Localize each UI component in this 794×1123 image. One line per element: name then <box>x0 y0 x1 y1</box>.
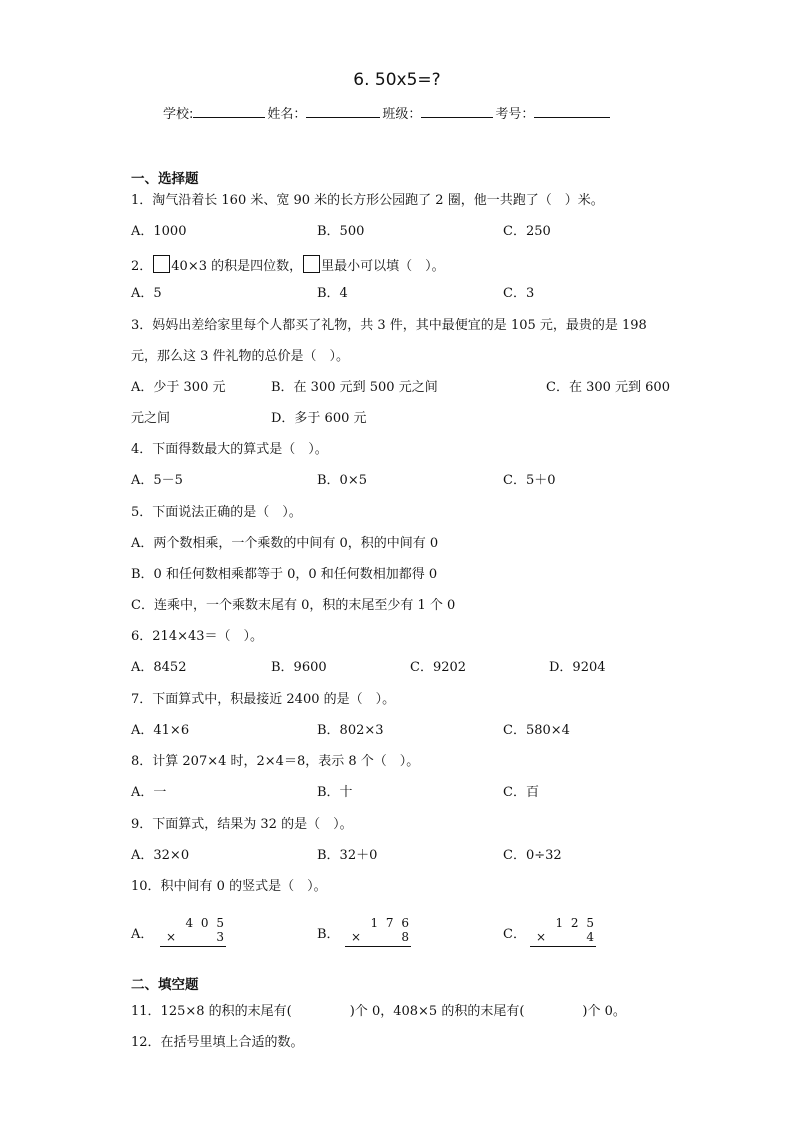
question-stem: 7．下面算式中，积最接近 2400 的是（ ）。 <box>131 692 396 707</box>
question-stem <box>131 1004 626 1020</box>
multiplicand: 1 7 6 <box>370 916 411 930</box>
question-stem: 9．下面算式，结果为 32 的是（ ）。 <box>131 817 353 832</box>
question-text: )个 0，408×5 的积的末尾有( <box>349 1004 525 1019</box>
option-a[interactable]: A．少于 300 元 <box>131 380 226 395</box>
name-blank[interactable] <box>306 105 380 118</box>
page-title: 6. 50x5=? <box>353 70 441 90</box>
school-label: 学校: <box>163 107 194 122</box>
question-stem: 4．下面得数最大的算式是（ ）。 <box>131 442 328 457</box>
option-d[interactable]: D．多于 600 元 <box>271 411 367 426</box>
option-b[interactable]: B．十 <box>317 785 353 800</box>
option-b[interactable]: B．9600 <box>271 660 327 675</box>
answer-box[interactable] <box>153 255 170 273</box>
vertical-multiplication-b[interactable] <box>345 916 411 948</box>
vertical-multiplication-c[interactable] <box>530 916 596 948</box>
option-a[interactable]: A．一 <box>131 785 167 800</box>
option-a[interactable]: A．41×6 <box>131 723 190 738</box>
option-c-continued: 元之间 <box>131 411 171 426</box>
underline-rule <box>160 946 226 947</box>
question-stem: 10．积中间有 0 的竖式是（ ）。 <box>131 879 327 894</box>
multiplier: 3 <box>216 930 226 944</box>
exam-no-label: 考号： <box>495 107 535 122</box>
option-b[interactable]: B．32＋0 <box>317 848 378 863</box>
option-b[interactable]: B．0×5 <box>317 473 367 488</box>
option-a-label[interactable]: A． <box>131 927 154 942</box>
multiplicand: 4 0 5 <box>185 916 226 930</box>
option-a[interactable]: A．5 <box>131 286 162 301</box>
question-text: 40×3 的积是四位数， <box>171 259 303 274</box>
answer-box[interactable] <box>303 255 320 273</box>
option-c[interactable]: C．250 <box>503 224 551 239</box>
option-c[interactable]: C．9202 <box>410 660 467 675</box>
option-c[interactable]: C．百 <box>503 785 539 800</box>
times-sign: × <box>166 930 177 944</box>
option-a[interactable]: A．两个数相乘，一个乘数的中间有 0，积的中间有 0 <box>131 536 439 551</box>
question-stem <box>131 255 445 275</box>
student-info-line <box>163 103 612 122</box>
underline-rule <box>530 946 596 947</box>
question-text: 11．125×8 的积的末尾有( <box>131 1004 292 1019</box>
option-b[interactable]: B．0 和任何数相乘都等于 0，0 和任何数相加都得 0 <box>131 567 438 582</box>
option-c[interactable]: C．580×4 <box>503 723 570 738</box>
underline-rule <box>345 946 411 947</box>
option-c[interactable]: C．在 300 元到 600 <box>546 380 670 395</box>
question-number: 2． <box>131 259 153 274</box>
times-sign: × <box>536 930 547 944</box>
question-stem: 8．计算 207×4 时，2×4＝8，表示 8 个（ ）。 <box>131 754 420 769</box>
option-b[interactable]: B．802×3 <box>317 723 384 738</box>
option-a[interactable]: A．32×0 <box>131 848 190 863</box>
option-d[interactable]: D．9204 <box>549 660 606 675</box>
question-stem: 3．妈妈出差给家里每个人都买了礼物，共 3 件，其中最便宜的是 105 元，最贵的是 198 <box>131 318 647 333</box>
section-title-fill-in: 二、填空题 <box>131 977 199 993</box>
option-c[interactable]: C．3 <box>503 286 535 301</box>
vertical-multiplication-a[interactable] <box>160 916 226 948</box>
option-a[interactable]: A．8452 <box>131 660 187 675</box>
multiplicand: 1 2 5 <box>555 916 596 930</box>
option-a[interactable]: A．5－5 <box>131 473 183 488</box>
option-b[interactable]: B．500 <box>317 224 365 239</box>
section-title-choice: 一、选择题 <box>131 171 199 187</box>
option-b[interactable]: B．4 <box>317 286 348 301</box>
class-label: 班级： <box>382 107 422 122</box>
exam-no-blank[interactable] <box>534 105 610 118</box>
times-sign: × <box>351 930 362 944</box>
option-c[interactable]: C．连乘中，一个乘数末尾有 0，积的末尾至少有 1 个 0 <box>131 598 456 613</box>
school-blank[interactable] <box>193 105 265 118</box>
name-label: 姓名： <box>267 107 307 122</box>
option-c[interactable]: C．5＋0 <box>503 473 556 488</box>
multiplier: 4 <box>586 930 596 944</box>
option-b-label[interactable]: B． <box>317 927 340 942</box>
question-stem: 6．214×43＝（ ）。 <box>131 629 264 644</box>
question-stem: 5．下面说法正确的是（ ）。 <box>131 505 302 520</box>
option-b[interactable]: B．在 300 元到 500 元之间 <box>271 380 438 395</box>
question-text: 里最小可以填（ ）。 <box>321 259 445 274</box>
option-a[interactable]: A．1000 <box>131 224 187 239</box>
class-blank[interactable] <box>421 105 493 118</box>
question-stem: 12．在括号里填上合适的数。 <box>131 1035 304 1050</box>
option-c-label[interactable]: C． <box>503 927 526 942</box>
question-stem-continued: 元，那么这 3 件礼物的总价是（ ）。 <box>131 349 350 364</box>
question-text: )个 0。 <box>582 1004 626 1019</box>
option-c[interactable]: C．0÷32 <box>503 848 562 863</box>
multiplier: 8 <box>401 930 411 944</box>
question-stem: 1．淘气沿着长 160 米、宽 90 米的长方形公园跑了 2 圈，他一共跑了（ ）米。 <box>131 193 604 208</box>
